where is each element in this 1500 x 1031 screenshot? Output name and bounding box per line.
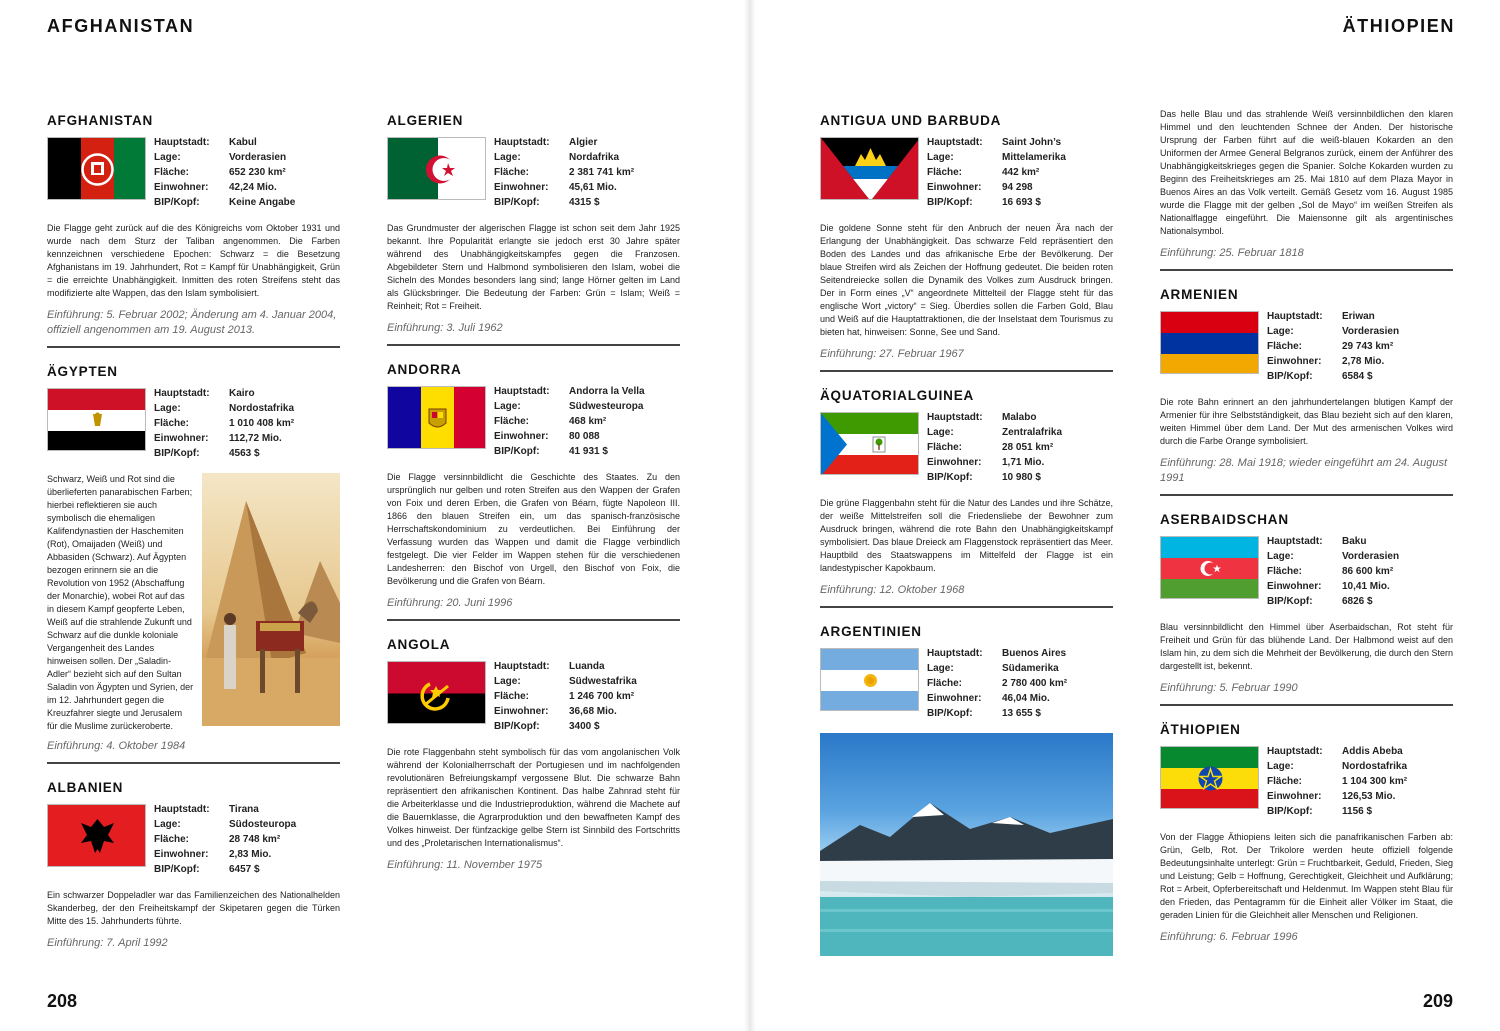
value-location: Nordostafrika <box>1342 761 1408 772</box>
country-name: ANTIGUA UND BARBUDA <box>820 113 1002 128</box>
running-head-left: AFGHANISTAN <box>47 16 195 36</box>
value-population: 94 298 <box>1002 182 1033 193</box>
introduction-date: Einführung: 6. Februar 1996 <box>1160 931 1298 943</box>
introduction-date: Einführung: 20. Juni 1996 <box>387 597 513 609</box>
value-location: Vorderasien <box>1342 551 1400 562</box>
column-3 <box>820 113 1113 980</box>
label-gdp: BIP/Kopf: <box>1267 596 1313 607</box>
fact-list <box>494 384 645 459</box>
label-area: Fläche: <box>1267 341 1303 352</box>
flag-egypt <box>47 388 146 451</box>
fact-box <box>820 410 1113 485</box>
value-population: 112,72 Mio. <box>229 433 282 444</box>
flag-antigua-barbuda <box>820 137 919 200</box>
value-population: 1,71 Mio. <box>1002 457 1045 468</box>
flag-argentina <box>820 648 919 711</box>
entry-algerien <box>387 113 680 346</box>
label-capital: Hauptstadt: <box>154 388 210 399</box>
value-area: 1 010 408 km² <box>229 418 295 429</box>
fact-list <box>927 646 1067 721</box>
value-gdp: 6826 $ <box>1342 596 1373 607</box>
value-gdp: 10 980 $ <box>1002 472 1041 483</box>
fact-box <box>387 659 680 734</box>
value-location: Südamerika <box>1002 663 1059 674</box>
glacier-photo <box>820 733 1113 956</box>
country-name: ARMENIEN <box>1160 287 1239 302</box>
flag-afghanistan <box>47 137 146 200</box>
fact-box <box>1160 309 1453 384</box>
value-location: Südwesteuropa <box>569 401 644 412</box>
fact-box <box>820 135 1113 210</box>
value-gdp: 3400 $ <box>569 721 600 732</box>
value-capital: Kairo <box>229 388 255 399</box>
introduction-date: Einführung: 5. Februar 2002; Änderung am 4. Januar 2004, offiziell angenommen am 19. August 2013. <box>47 309 337 336</box>
introduction-date: Einführung: 27. Februar 1967 <box>820 348 964 360</box>
description-text: Ein schwarzer Doppeladler war das Familienzeichen des Nationalhelden Skanderbeg, der den Freiheitskampf der Skipetaren gegen die Türken Mitte des 15. Jahrhunderts führte. <box>47 890 340 926</box>
country-name: ASERBAIDSCHAN <box>1160 512 1289 527</box>
label-capital: Hauptstadt: <box>927 412 983 423</box>
country-name: ANGOLA <box>387 637 451 652</box>
entry-argentinien <box>820 624 1113 964</box>
label-population: Einwohner: <box>927 182 982 193</box>
value-gdp: 13 655 $ <box>1002 708 1041 719</box>
label-gdp: BIP/Kopf: <box>927 708 973 719</box>
value-area: 468 km² <box>569 416 607 427</box>
label-capital: Hauptstadt: <box>1267 536 1323 547</box>
value-location: Mittelamerika <box>1002 152 1066 163</box>
label-area: Fläche: <box>154 834 190 845</box>
value-capital: Addis Abeba <box>1342 746 1403 757</box>
label-area: Fläche: <box>494 691 530 702</box>
label-location: Lage: <box>494 676 521 687</box>
country-name: ARGENTINIEN <box>820 624 922 639</box>
country-name: ÄQUATORIALGUINEA <box>820 388 975 403</box>
value-gdp: 4315 $ <box>569 197 600 208</box>
entry-aequatorialguinea <box>820 388 1113 608</box>
fact-list <box>1267 309 1399 384</box>
label-gdp: BIP/Kopf: <box>927 197 973 208</box>
value-population: 42,24 Mio. <box>229 182 277 193</box>
fact-list <box>154 386 294 461</box>
value-area: 28 748 km² <box>229 834 281 845</box>
value-capital: Buenos Aires <box>1002 648 1067 659</box>
description-text: Die Flagge versinnbildlicht die Geschichte des Staates. Zu den ursprünglich nur gelben und roten Streifen aus den Wappen der Grafen von Foix und deren Erben, die Grafen von Béarn, fügte Napoleon III. 1866 den blauen Streifen ein, um das spanisch-französische Herrschaftskondominium zu verdeutlichen. Bei Einführung der Verfassung wurden das Wappen und damit die Flagge verbindlich festgelegt. Die vier Felder im Wappen stehen für die verschiedenen Landesherren: den Bischof von Urgell, den Bischof von Foix, die Bevölkerung und die Grafen von Béarn. <box>387 472 680 586</box>
value-capital: Tirana <box>229 804 259 815</box>
label-location: Lage: <box>1267 551 1294 562</box>
page-number-left: 208 <box>47 991 78 1011</box>
book-gutter <box>744 0 756 1031</box>
entry-afghanistan <box>47 113 340 348</box>
value-location: Südosteuropa <box>229 819 297 830</box>
value-gdp: 41 931 $ <box>569 446 608 457</box>
fact-box <box>820 646 1113 721</box>
fact-box <box>387 135 680 210</box>
value-capital: Baku <box>1342 536 1367 547</box>
fact-box <box>1160 744 1453 819</box>
description-text: Von der Flagge Äthiopiens leiten sich die panafrikanischen Farben ab: Grün, Gelb, Rot. Der Trikolore werden heute offiziell folgende Bedeutungsinhalte unterlegt: Grün = Fruchtbarkeit, Geduld, Frieden, Sieg und Leistung; Gelb = Hoffnung, Gerechtigkeit, Gleichheit und Aufklärung; Rot = Arbeit, Opferbereitschaft und Heldenmut. Im Wappen steht Blau für den Frieden, das Pentagramm für die Einheit aller Völker im Staat, die geraden Linien für die Gleichheit aller Menschen und Religionen. <box>1160 832 1453 920</box>
fact-list <box>494 135 634 210</box>
fact-list <box>927 410 1062 485</box>
value-capital: Malabo <box>1002 412 1037 423</box>
label-location: Lage: <box>494 152 521 163</box>
value-area: 1 246 700 km² <box>569 691 635 702</box>
description-text: Die grüne Flaggenbahn steht für die Natur des Landes und ihre Schätze, der weiße Mittelstreifen soll die Friedensliebe der Bewohner zum Ausdruck bringen, während die rote Bahn den Unabhängigkeitskampf symbolisiert. Das blaue Dreieck am Flaggenstock repräsentiert das Meer. Hauptbild des Staatswappens im Mittelfeld der Flagge ist ein landestypischer Kapokbaum. <box>820 498 1113 573</box>
value-gdp: Keine Angabe <box>229 197 296 208</box>
label-location: Lage: <box>1267 326 1294 337</box>
value-location: Vorderasien <box>1342 326 1400 337</box>
country-name: ÄGYPTEN <box>47 364 118 379</box>
value-population: 10,41 Mio. <box>1342 581 1390 592</box>
label-area: Fläche: <box>494 167 530 178</box>
fact-box <box>1160 534 1453 609</box>
description-text: Die rote Bahn erinnert an den jahrhundertelangen blutigen Kampf der Armenier für ihre Selbstständigkeit, das Blau bezieht sich auf den klaren, weiten Himmel über dem Land. Der Mut des armenischen Volkes wird durch die Farbe Orange symbolisiert. <box>1160 397 1453 446</box>
flag-algeria <box>387 137 486 200</box>
value-capital: Algier <box>569 137 598 148</box>
page-number-right: 209 <box>1422 991 1453 1011</box>
label-capital: Hauptstadt: <box>1267 746 1323 757</box>
value-location: Südwestafrika <box>569 676 637 687</box>
label-area: Fläche: <box>494 416 530 427</box>
entry-aethiopien <box>1160 722 1453 953</box>
value-location: Zentralafrika <box>1002 427 1063 438</box>
value-capital: Luanda <box>569 661 605 672</box>
label-population: Einwohner: <box>927 693 982 704</box>
label-location: Lage: <box>154 152 181 163</box>
value-gdp: 1156 $ <box>1342 806 1373 817</box>
description-text: Die Flagge geht zurück auf die des Königreichs vom Oktober 1931 und wurde nach dem Sturz der Taliban angenommen. Die Farben kennzeichnen verschiedene Epochen: Schwarz = die Besetzung Afghanistans im 19. Jahrhundert, Rot = Kampf für Unabhängigkeit, Grün = die erreichte Unabhängigkeit. Inmitten des roten Streifens steht das modifizierte alte Wappen, das den Islam symbolisiert. <box>47 223 340 298</box>
description-text: Schwarz, Weiß und Rot sind die überlieferten panarabischen Farben; hierbei reflektieren sie auch symbolisch die ehemaligen Kalifendynastien der Haschemiten (Rot), Omaijaden (Weiß) und Abbasiden (Schwarz). Auf Ägypten bezogen erinnern sie an die Revolution von 1952 (Abschaffung der Monarchie), wobei Rot auf das in diesem Kampf geopferte Leben, Weiß auf die strahlende Zukunft und Schwarz auf die dunkle koloniale Vergangenheit des Landes hinweisen sollen. Der „Saladin-Adler“ bezieht sich auf den Sultan Saladin von Ägypten und Syrien, der im 12. Jahrhundert gegen die Kreuzfahrer siegte und Jerusalem für die Muslime zurückeroberte. <box>47 474 194 731</box>
value-population: 2,83 Mio. <box>229 849 272 860</box>
fact-box <box>47 802 340 877</box>
label-gdp: BIP/Kopf: <box>1267 371 1313 382</box>
label-population: Einwohner: <box>154 433 209 444</box>
fact-box <box>387 384 680 459</box>
value-population: 36,68 Mio. <box>569 706 617 717</box>
value-gdp: 6457 $ <box>229 864 260 875</box>
value-gdp: 6584 $ <box>1342 371 1373 382</box>
value-capital: Andorra la Vella <box>569 386 645 397</box>
entry-albanien <box>47 780 340 959</box>
text-with-photo <box>47 473 340 739</box>
value-capital: Eriwan <box>1342 311 1375 322</box>
value-gdp: 4563 $ <box>229 448 260 459</box>
label-gdp: BIP/Kopf: <box>494 446 540 457</box>
value-location: Vorderasien <box>229 152 287 163</box>
fact-box <box>47 135 340 210</box>
label-location: Lage: <box>1267 761 1294 772</box>
label-capital: Hauptstadt: <box>927 648 983 659</box>
entry-aserbaidschan <box>1160 512 1453 706</box>
value-area: 442 km² <box>1002 167 1040 178</box>
label-gdp: BIP/Kopf: <box>154 448 200 459</box>
label-population: Einwohner: <box>1267 581 1322 592</box>
flag-azerbaijan <box>1160 536 1259 599</box>
fact-list <box>927 135 1066 210</box>
label-gdp: BIP/Kopf: <box>154 864 200 875</box>
value-population: 46,04 Mio. <box>1002 693 1050 704</box>
country-name: ANDORRA <box>387 362 462 377</box>
introduction-date: Einführung: 7. April 1992 <box>47 937 168 949</box>
fact-list <box>1267 744 1407 819</box>
value-population: 80 088 <box>569 431 600 442</box>
label-gdp: BIP/Kopf: <box>927 472 973 483</box>
fact-list <box>154 802 296 877</box>
label-location: Lage: <box>154 403 181 414</box>
value-population: 45,61 Mio. <box>569 182 617 193</box>
introduction-date: Einführung: 12. Oktober 1968 <box>820 584 965 596</box>
value-area: 1 104 300 km² <box>1342 776 1408 787</box>
label-population: Einwohner: <box>494 431 549 442</box>
fact-box <box>47 386 340 461</box>
fact-list <box>1267 534 1399 609</box>
label-gdp: BIP/Kopf: <box>1267 806 1313 817</box>
label-location: Lage: <box>154 819 181 830</box>
country-name: ALGERIEN <box>387 113 464 128</box>
label-gdp: BIP/Kopf: <box>494 721 540 732</box>
introduction-date: Einführung: 5. Februar 1990 <box>1160 682 1298 694</box>
value-location: Nordostafrika <box>229 403 295 414</box>
value-area: 652 230 km² <box>229 167 286 178</box>
description-text: Die rote Flaggenbahn steht symbolisch für das vom angolanischen Volk während der Kolonialherrschaft der Portugiesen und im nachfolgenden revolutionären Befreiungskampf vergossene Blut. Die schwarze Bahn repräsentiert den afrikanischen Kontinent. Das halbe Zahnrad steht für die Arbeiterklasse und die Industrieproduktion, während die Machete auf die Bauernklasse, die Agrarproduktion und den bewaffneten Kampf des Volkes hinweist. Der fünfzackige gelbe Stern ist Sinnbild des Fortschritts und des „Proletarischen Internationalismus“. <box>387 747 680 848</box>
label-population: Einwohner: <box>927 457 982 468</box>
value-capital: Saint John’s <box>1002 137 1062 148</box>
entry-aegypten <box>47 364 340 764</box>
label-population: Einwohner: <box>1267 356 1322 367</box>
entry-andorra <box>387 362 680 621</box>
label-capital: Hauptstadt: <box>494 137 550 148</box>
value-capital: Kabul <box>229 137 257 148</box>
label-population: Einwohner: <box>1267 791 1322 802</box>
label-area: Fläche: <box>927 678 963 689</box>
description-text: Blau versinnbildlicht den Himmel über Aserbaidschan, Rot steht für Freiheit und Grün für das blühende Land. Der Halbmond weist auf den Islam hin, zu dem sich die Mehrheit der Bevölkerung, die durch den Stern dargestellt ist, bekennt. <box>1160 622 1453 671</box>
label-area: Fläche: <box>927 442 963 453</box>
label-area: Fläche: <box>1267 776 1303 787</box>
flag-andorra <box>387 386 486 449</box>
label-area: Fläche: <box>154 418 190 429</box>
flag-ethiopia <box>1160 746 1259 809</box>
value-gdp: 16 693 $ <box>1002 197 1041 208</box>
value-population: 2,78 Mio. <box>1342 356 1385 367</box>
running-head-right: ÄTHIOPIEN <box>1342 16 1455 36</box>
label-location: Lage: <box>927 663 954 674</box>
label-area: Fläche: <box>1267 566 1303 577</box>
introduction-date: Einführung: 3. Juli 1962 <box>387 322 503 334</box>
column-1 <box>47 113 340 975</box>
label-population: Einwohner: <box>154 182 209 193</box>
label-area: Fläche: <box>927 167 963 178</box>
column-2 <box>387 113 680 897</box>
introduction-date: Einführung: 25. Februar 1818 <box>1160 247 1304 259</box>
fact-list <box>494 659 637 734</box>
label-location: Lage: <box>927 152 954 163</box>
label-capital: Hauptstadt: <box>154 804 210 815</box>
flag-armenia <box>1160 311 1259 374</box>
label-population: Einwohner: <box>494 706 549 717</box>
entry-armenien <box>1160 287 1453 496</box>
country-name: ÄTHIOPIEN <box>1160 722 1241 737</box>
label-gdp: BIP/Kopf: <box>154 197 200 208</box>
label-location: Lage: <box>927 427 954 438</box>
label-capital: Hauptstadt: <box>927 137 983 148</box>
value-area: 2 780 400 km² <box>1002 678 1068 689</box>
value-area: 29 743 km² <box>1342 341 1394 352</box>
value-population: 126,53 Mio. <box>1342 791 1396 802</box>
description-text: Das helle Blau und das strahlende Weiß versinnbildlichen den klaren Himmel und den leuchtenden Schnee der Anden. Der historische Ursprung der Farben führt auf die weiß-blauen Kokarden an den Uniformen der Armee General Belgranos zurück, einem der Anführer des Unabhängigkeitskrieges gegen die Spanier. Solche Kokarden wurden zu Beginn des Freiheitskrieges am 25. Mai 1810 auf dem Plaza Mayor in Buenos Aires an das Volk verteilt. Gemäß Gesetz vom 16. August 1985 wurde die Flagge mit der gelben „Sol de Mayo“ im weißen Streifen als Nationalflagge eingeführt. Die Maiensonne gilt als argentinisches Nationalsymbol. <box>1160 109 1453 236</box>
flag-equatorial-guinea <box>820 412 919 475</box>
entry-angola <box>387 637 680 881</box>
value-location: Nordafrika <box>569 152 620 163</box>
introduction-date: Einführung: 11. November 1975 <box>387 859 543 871</box>
value-area: 28 051 km² <box>1002 442 1054 453</box>
label-area: Fläche: <box>154 167 190 178</box>
label-capital: Hauptstadt: <box>1267 311 1323 322</box>
value-area: 86 600 km² <box>1342 566 1394 577</box>
label-gdp: BIP/Kopf: <box>494 197 540 208</box>
label-capital: Hauptstadt: <box>154 137 210 148</box>
column-4 <box>1160 108 1453 969</box>
label-capital: Hauptstadt: <box>494 386 550 397</box>
description-text: Die goldene Sonne steht für den Anbruch der neuen Ära nach der Erlangung der Unabhängigkeit. Das schwarze Feld repräsentiert den Boden des Landes und das afrikanische Erbe der Bevölkerung. Der blaue Streifen wird als Zeichen der Hoffnung gedeutet. Die beiden roten Seitendreiecke sollen die Dynamik des Volkes zum Ausdruck bringen. Der in Form eines „V“ angeordnete Mittelteil der Flagge steht für das englische Wort „victory“ = Sieg. Überdies sollen die Farben Gold, Blau und Weiß auf die Hauptattraktionen, die der Inselstaat dem Tourismus zu bieten hat, hinweisen: Sonne, See und Sand. <box>820 223 1113 337</box>
pyramids-photo <box>202 473 340 726</box>
entry-antigua <box>820 113 1113 372</box>
introduction-date: Einführung: 4. Oktober 1984 <box>47 740 186 752</box>
label-population: Einwohner: <box>154 849 209 860</box>
entry-argentinien-continued <box>1160 108 1453 271</box>
description-text: Das Grundmuster der algerischen Flagge ist schon seit dem Jahr 1925 bekannt. Ihre Popularität erlangte sie jedoch erst 30 Jahre später während des Unabhängigkeitskampfes gegen die Franzosen. Abgebildeter Stern und Halbmond symbolisieren den Islam, wobei die Sicheln des Mondes besonders lang sind; lange Hörner gelten im Land als Glücksbringer. Die Bedeutung der Farben: Grün = Islam; Weiß = Reinheit; Rot = Freiheit. <box>387 223 680 311</box>
country-name: AFGHANISTAN <box>47 113 154 128</box>
value-area: 2 381 741 km² <box>569 167 635 178</box>
label-capital: Hauptstadt: <box>494 661 550 672</box>
introduction-date: Einführung: 28. Mai 1918; wieder eingeführt am 24. August 1991 <box>1160 457 1447 484</box>
fact-list <box>154 135 295 210</box>
label-population: Einwohner: <box>494 182 549 193</box>
label-location: Lage: <box>494 401 521 412</box>
flag-albania <box>47 804 146 867</box>
country-name: ALBANIEN <box>47 780 124 795</box>
flag-angola <box>387 661 486 724</box>
